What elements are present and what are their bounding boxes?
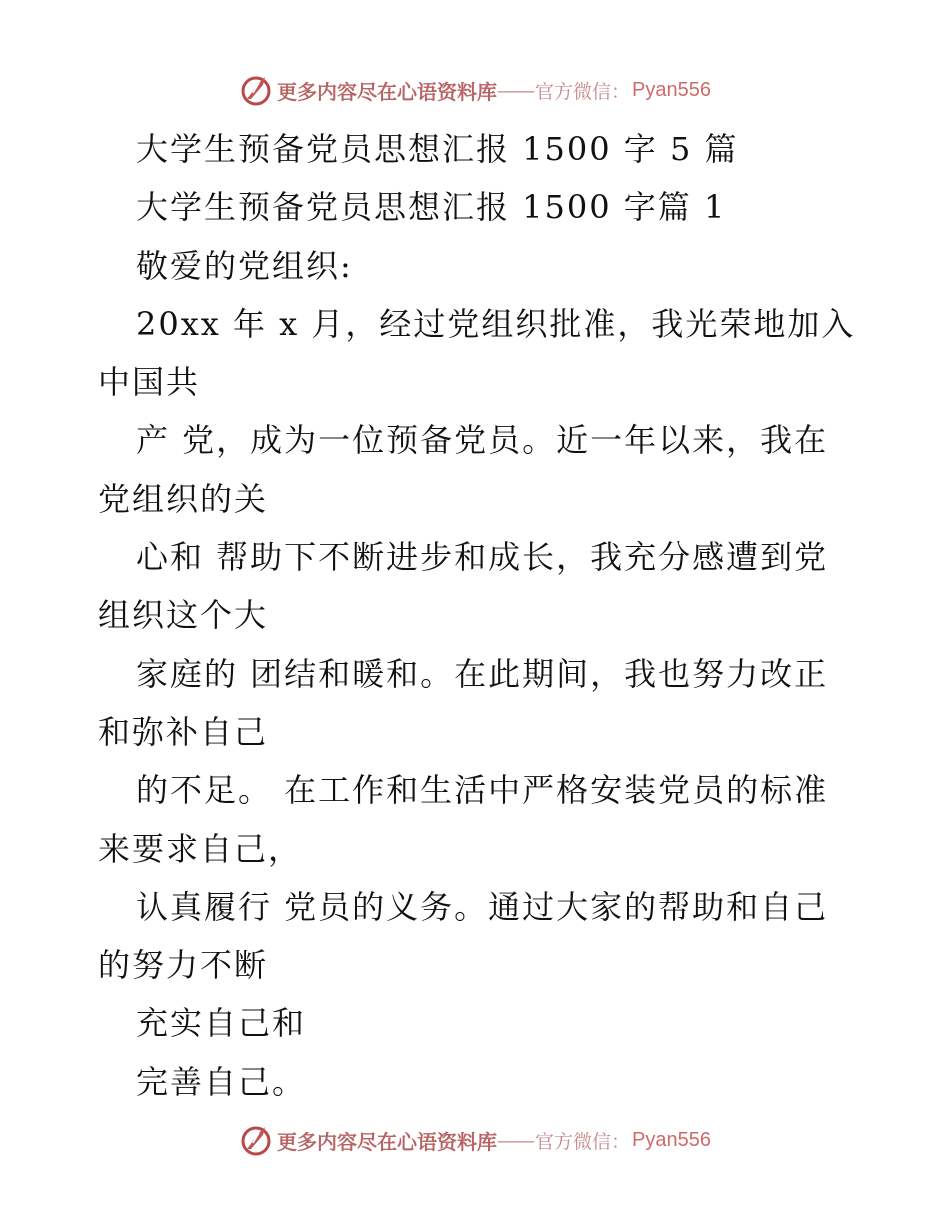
footer-site-name: 更多内容尽在心语资料库 bbox=[277, 1129, 497, 1154]
paragraph-line: 家庭的 团结和暖和。在此期间，我也努力改正 bbox=[136, 654, 829, 693]
header-site-name: 更多内容尽在心语资料库 bbox=[277, 79, 497, 104]
paragraph-line: 党组织的关 bbox=[98, 479, 269, 518]
paragraph-line: 中国共 bbox=[98, 363, 201, 402]
document-title: 大学生预备党员思想汇报 1500 字 5 篇 bbox=[136, 130, 739, 168]
paragraph-line: 来要求自己， bbox=[98, 829, 303, 868]
paragraph-line: 认真履行 党员的义务。通过大家的帮助和自己 bbox=[136, 887, 829, 926]
paragraph-line: 和弥补自己 bbox=[98, 712, 269, 751]
paragraph-line: 的不足。 在工作和生活中严格安装党员的标准 bbox=[136, 771, 829, 810]
document-subtitle: 大学生预备党员思想汇报 1500 字篇 1 bbox=[136, 188, 727, 227]
paragraph-line: 产 党，成为一位预备党员。近一年以来，我在 bbox=[136, 421, 829, 460]
header-dash: —— bbox=[497, 78, 533, 102]
footer-wechat-label: 官方微信： bbox=[535, 1130, 631, 1153]
header-wechat-label: 官方微信： bbox=[535, 80, 631, 103]
paragraph-line: 完善自己。 bbox=[136, 1062, 307, 1101]
header-banner bbox=[0, 70, 950, 110]
paragraph-line: 组织这个大 bbox=[98, 596, 269, 635]
footer-wechat-id: Pyan556 bbox=[632, 1128, 711, 1151]
footer-dash: —— bbox=[497, 1128, 533, 1152]
document-body bbox=[98, 120, 878, 1111]
header-wechat-id: Pyan556 bbox=[632, 78, 711, 101]
quill-logo-icon bbox=[239, 1123, 273, 1157]
footer-banner bbox=[0, 1120, 950, 1160]
paragraph-line: 充实自己和 bbox=[136, 1004, 307, 1043]
paragraph-line: 20xx 年 x 月，经过党组织批准，我光荣地加入 bbox=[136, 304, 856, 343]
paragraph-line: 的努力不断 bbox=[98, 946, 269, 985]
greeting: 敬爱的党组织: bbox=[136, 246, 353, 285]
quill-logo-icon bbox=[239, 73, 273, 107]
paragraph-line: 心和 帮助下不断进步和成长，我充分感遭到党 bbox=[136, 538, 829, 577]
